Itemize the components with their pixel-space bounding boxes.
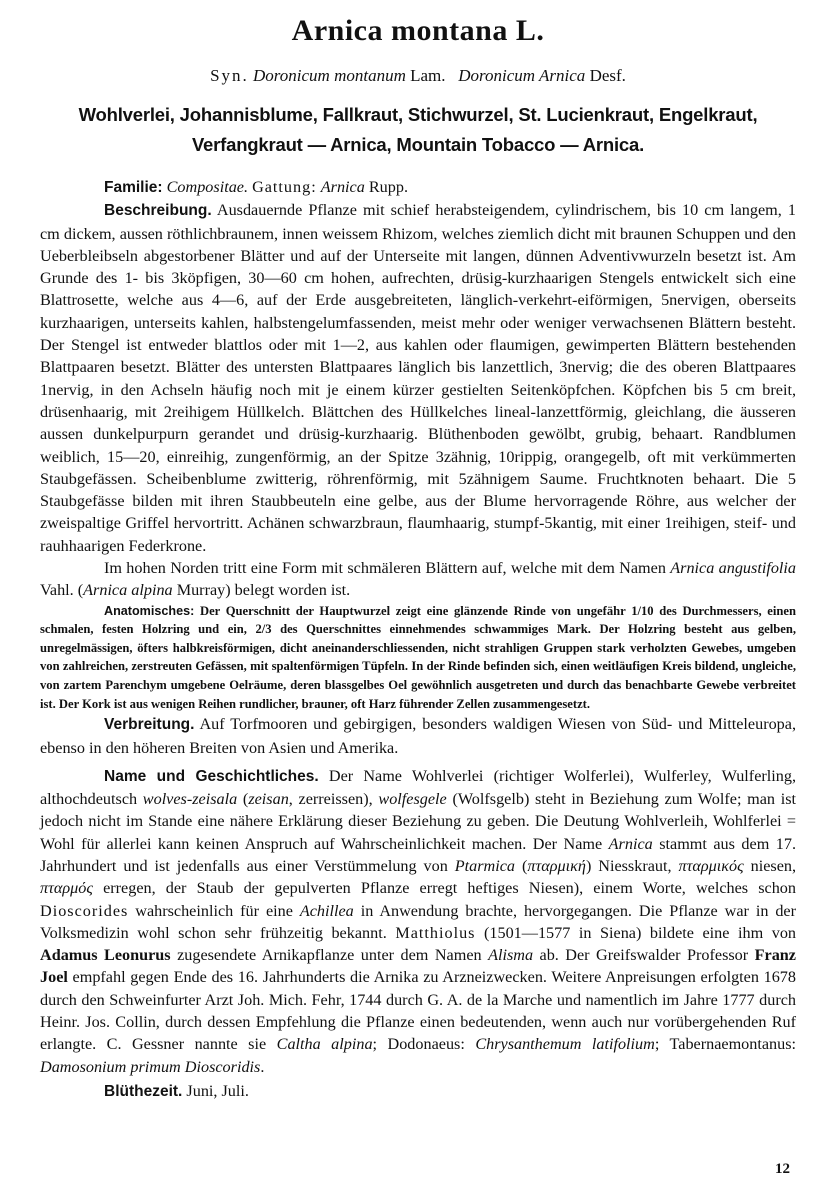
north-species-name: Arnica angustifolia: [670, 559, 796, 578]
history-text: erregen, der Staub der gepulverten Pflanze erregt heftiges Niesen), einem Worte, welches schon: [103, 879, 796, 898]
distribution-paragraph: [40, 713, 796, 759]
history-text: (: [521, 856, 528, 875]
history-paragraph: [40, 765, 796, 1078]
person-name: Adamus Leonurus: [40, 946, 171, 965]
history-word: Ptarmica: [454, 856, 516, 875]
history-text: (: [242, 790, 249, 809]
history-heading: Name und Geschichtliches.: [104, 767, 319, 785]
page-number: 12: [775, 1161, 790, 1177]
history-text: ab. Der Greifswalder Professor: [539, 946, 749, 965]
history-word: wolfesgele: [378, 790, 447, 809]
history-word: zeisan: [248, 790, 289, 809]
description-paragraph: [40, 199, 796, 557]
flowering-heading: Blüthezeit.: [104, 1082, 183, 1100]
family-line: [40, 176, 796, 199]
history-word: Alisma: [488, 946, 534, 965]
family-label: Familie:: [104, 179, 163, 196]
history-word: Caltha alpina: [276, 1035, 373, 1054]
genus-author: Rupp.: [368, 178, 409, 196]
anatomy-heading: Anatomisches:: [104, 603, 195, 618]
history-text: nannte sie: [194, 1035, 267, 1054]
north-species-name-2: Arnica alpina: [83, 581, 173, 600]
synonym-1: Doronicum montanum: [253, 66, 406, 85]
anatomy-text: Der Querschnitt der Hauptwurzel zeigt eine glänzende Rinde von ungefähr 1/10 des Durchmessers, einen schmalen, festen Holzring und ein, 2/3 des Querschnittes einnehmendes schwammiges Mark. Der Holzring besteht aus gelben, unregelmässigen, öfters halbkreisförmigen, dicht aneinanderschliessenden, nicht strahligen Gruppen stark verholzten Gewebes, umgeben von zahlreichen, zerstreuten Gefässen, mit spaltenförmigen Tüpfeln. In der Rinde befinden sich, einen weitläufigen Kreis bildend, ungleiche, von zartem Parenchym umgebene Oelräume, deren blassgelbes Oel gewöhnlich ausgetreten und durch das benachbarte Gewebe verbreitet ist. Der Kork ist aus wenigen Reihen rundlicher, brauner, oft Harz führender Zellen zusammengesetzt.: [40, 603, 796, 711]
north-text-1: Im hohen Norden tritt eine Form mit schmäleren Blättern auf, welche mit dem Namen: [104, 559, 666, 578]
distribution-heading: Verbreitung.: [104, 716, 195, 734]
description-text: Ausdauernde Pflanze mit schief herabsteigendem, cylindrischem, bis 10 cm langem, 1 cm dickem, aussen röthlichbraunem, innen weissem Rhizom, welches ziemlich dicht mit braunen Schuppen und den Ueberbleibseln abgestorbener Blätter und auf der Unterseite mit langen, dünnen Adventivwurzeln besetzt ist. Am Grunde des 1- bis 3köpfigen, 30—60 cm hohen, aufrechten, drüsig-kurzhaarigen Stengels entwickelt sich eine Blattrosette, welche aus 4—6, auf der Erde ausgebreiteten, länglich-verkehrt-eiförmigen, 5nervigen, oberseits kurzhaarigen, unterseits kahlen, halbstengelumfassenden, meist mehr oder weniger verwachsenen Blättern besteht. Der Stengel ist entweder blattlos oder mit 1—2, aus kahlen oder flaumigen, gewimperten Blättern bestehenden Blattpaaren besetzt. Blätter des untersten Blattpaares länglich bis lanzettlich, 3nervig; die des oberen Blattpaares 1nervig, in den Achseln häufig noch mit je einem kürzer gestielten Seitenköpfchen. Köpfchen bis 5 cm breit, drüsenhaarig, mit 2reihigem Hüllkelch. Blättchen des Hüllkelches lineal-lanzettförmig, gleichlang, die äusseren aussen dunkelpurpurn gerandet und drüsig-kurzhaarig. Blüthenboden gewölbt, grubig, behaart. Randblumen weiblich, 15—20, einreihig, zungenförmig, an der Spitze 3zähnig, 10rippig, orangegelb, oft mit verkümmerten Staubgefässen. Scheibenblume zwitterig, röhrenförmig, mit 5zähnigem Saume. Fruchtknoten behaart. Die 5 Staubgefässe bilden mit ihren Staubbeuteln eine gelbe, aus der Blume hervorragende Röhre, aus welcher der zweispaltige Griffel hervortritt. Achänen schwarzbraun, flaumhaarig, stumpf-5kantig, mit einer 1reihigen, steif- und rauhhaarigen Federkrone.: [40, 201, 796, 555]
history-word: Chrysanthemum latifolium: [475, 1035, 655, 1054]
history-text: (Wolfsgelb) steht in Beziehung zum Wolfe; man ist jedoch nicht im Stande eine nähere Erklärung dieser Beziehung zu geben. Die Deutung Wohlverleih, Wohlferlei = Wohl für allerlei kann keinen Anspruch auf Wahrscheinlichkeit machen. Der Name: [40, 790, 797, 853]
history-text: ;: [654, 1035, 660, 1054]
history-word: wolves-zeisala: [142, 790, 238, 809]
distribution-text: Auf Torfmooren und gebirgigen, besonders waldigen Wiesen von Süd- und Mitteleuropa, ebenso in den höheren Breiten von Asien und Amerika.: [40, 715, 797, 757]
greek-word: πταρμός: [40, 879, 93, 898]
greek-word: πταρμικός: [678, 856, 744, 875]
page-title: Arnica montana L.: [291, 14, 545, 47]
history-text: niesen,: [750, 856, 797, 875]
history-text: wahrscheinlich für eine: [135, 901, 293, 920]
person-name: Heinr. Jos. Collin: [40, 1013, 156, 1032]
person-name: Franz Joel: [40, 946, 796, 987]
common-names-line-1: Wohlverlei, Johannisblume, Fallkraut, Stichwurzel, St. Lucienkraut, Engelkraut,: [78, 104, 758, 125]
history-text: zugesendete Arnikapflanze unter dem Namen: [177, 946, 482, 965]
person-name: G. A. de la Marche: [427, 990, 553, 1009]
family-value: Compositae.: [166, 178, 249, 196]
synonyms: [40, 66, 796, 86]
history-text: und namentlich im Jahre 1777 durch: [556, 990, 796, 1009]
history-text: Der Name Wohlverlei (richtiger Wolferlei), Wulferley, Wulferling, althochdeutsch: [40, 766, 796, 809]
history-text: , zerreissen),: [288, 790, 373, 809]
synonym-2: Doronicum Arnica: [458, 66, 586, 85]
person-name: Dodonaeus: [387, 1035, 461, 1054]
history-text: .: [260, 1057, 265, 1076]
north-text-2: Vahl. (: [40, 581, 84, 600]
anatomy-paragraph: [40, 602, 796, 714]
history-text: , durch dessen Empfehlung die Pflanze einen bedeutenden, wenn auch nur vorübergehenden Ruf erlangte.: [40, 1013, 796, 1054]
history-text: (1501—1577 in Siena) bildete eine ihm von: [484, 923, 797, 942]
person-name: C. Gessner: [106, 1035, 185, 1054]
history-word: Arnica: [608, 834, 653, 853]
person-name: Dioscorides: [40, 901, 129, 920]
person-name: Joh. Mich. Fehr: [237, 990, 341, 1009]
flowering-paragraph: [40, 1080, 796, 1103]
history-text: in Anwendung brachte, hervorgegangen. Die Pflanze war in der Volksmedizin wohl schon sehr frühzeitig bekannt.: [40, 901, 797, 942]
genus-label: Gattung:: [252, 178, 317, 196]
genus-value: Arnica: [320, 178, 365, 196]
description-heading: Beschreibung.: [104, 202, 212, 220]
history-text: :: [791, 1035, 797, 1054]
greek-word: πταρμική: [527, 856, 586, 875]
article-body: [40, 176, 796, 1103]
person-name: Matthiolus: [395, 923, 476, 942]
person-name: Tabernaemontanus: [669, 1035, 792, 1054]
history-text: , 1744 durch: [340, 990, 423, 1009]
synonym-2-author: Desf.: [589, 66, 626, 85]
common-names-line-2: Verfangkraut — Arnica, Mountain Tobacco — Arnica.: [191, 134, 645, 155]
history-word: Damosonium primum Dioscoridis: [40, 1057, 261, 1076]
history-word: Achillea: [299, 901, 354, 920]
history-text: ;: [372, 1035, 378, 1054]
north-text-3: Murray) belegt worden ist.: [176, 581, 351, 600]
synonym-1-author: Lam.: [410, 66, 446, 85]
north-form-paragraph: [40, 557, 796, 602]
history-text: empfahl gegen Ende des 16. Jahrhunderts die Arnika zu Arzneizwecken. Weitere Anpreisungen erfolgten 1678 durch den Schweinfurter Arzt: [40, 968, 796, 1009]
history-text: stammt aus dem 17. Jahrhundert und ist jedenfalls aus einer Verstümmelung von: [40, 834, 797, 875]
flowering-text: Juni, Juli.: [186, 1081, 249, 1100]
common-names: [40, 100, 796, 160]
history-text: :: [460, 1035, 465, 1054]
synonym-label: Syn.: [210, 66, 249, 85]
history-text: ) Niesskraut,: [585, 856, 672, 875]
